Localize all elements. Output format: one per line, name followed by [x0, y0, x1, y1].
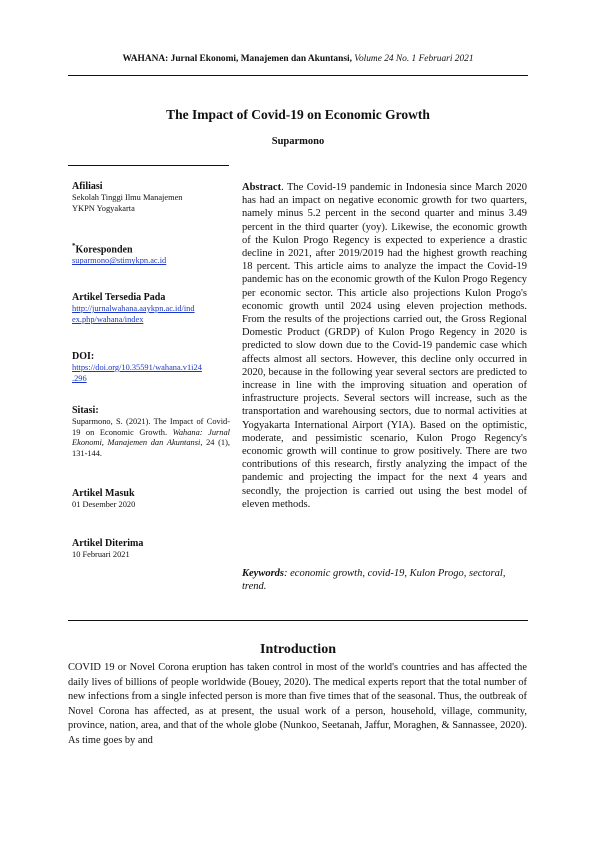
keywords: Keywords: economic growth, covid-19, Kulon Progo, sectoral, trend. [242, 568, 506, 593]
citation-journal: Wahana: Jurnal Ekonomi, Manajemen dan Akuntansi [72, 427, 230, 447]
availability-block [72, 292, 230, 325]
received-label: Artikel Masuk [72, 488, 135, 499]
accepted-date: 10 Februari 2021 [72, 550, 130, 559]
abstract-label: Abstract [242, 182, 282, 193]
citation-text: Suparmono, S. (2021). The Impact of Covid-19 on Economic Growth. Wahana: Jurnal Ekonomi, Manajemen dan Akuntansi, 24 (1), 131-144. [72, 417, 230, 458]
affiliation-label: Afiliasi [72, 181, 103, 192]
sidebar-rule [68, 165, 229, 166]
keywords-label: Keywords [242, 568, 284, 579]
corresponding-email-link[interactable]: suparmono@stimykpn.ac.id [72, 256, 167, 266]
citation-block [72, 405, 230, 459]
accepted-label: Artikel Diterima [72, 538, 144, 549]
availability-label: Artikel Tersedia Pada [72, 292, 166, 303]
doi-link[interactable]: https://doi.org/10.35591/wahana.v1i24 .296 [72, 363, 202, 383]
article-title: The Impact of Covid-19 on Economic Growth [166, 107, 430, 122]
doi-block [72, 351, 230, 384]
corresponding-mark: * [72, 242, 76, 250]
journal-name: WAHANA: Jurnal Ekonomi, Manajemen dan Akuntansi, [122, 54, 352, 64]
doi-label: DOI: [72, 351, 95, 362]
abstract-text: Abstract. The Covid-19 pandemic in Indonesia since March 2020 has had an impact on negative economic growth for two quarters, namely minus 5.2 percent in the second quarter and minus 3.49 percent in the third quarter (yoy). Likewise, the economic growth of the Kulon Progo Regency is expected to experience a drastic decline in 2021, after 2019/2019 had the highest growth reaching 18 percent. This article aims to analyze the impact the Covid-19 pandemic has on the economic growth of the Kulon Progo Regency per economic sector. This article also projections Kulon Progo's economic growth until 2024 using eleven projection methods. From the results of the projections carried out, the Gross Regional Domestic Product (GRDP) of Kulon Progo Regency in 2020 is predicted to slow down due to the Covid-19 pandemic case which affects almost all sectors. However, this decline only occurred in 2020, because in the following year several sectors are predicted to increase in line with the improving situation and operation of infrastructure projects. Several sectors will increase, such as the transportation and warehousing sectors, due to normal activities at Yogyakarta International Airport (YIA). Based on the optimistic, moderate, and pessimistic scenario, Kulon Progo Regency's economic growth will continue to grow positively. There are two contributions of this research, firstly analyzing the impact of the pandemic and projecting the impact for the next 4 years and secondly, the projection is carried out using the best model of eleven methods. [242, 182, 527, 510]
section-rule [68, 620, 528, 621]
citation-label: Sitasi: [72, 405, 99, 416]
article-author: Suparmono [271, 136, 325, 147]
accepted-block [72, 538, 230, 561]
corresponding-block [72, 240, 230, 267]
journal-header [68, 54, 528, 64]
affiliation-block [72, 181, 230, 214]
received-date: 01 Desember 2020 [72, 500, 136, 509]
journal-issue: Volume 24 No. 1 Februari 2021 [354, 54, 474, 64]
affiliation-line: Sekolah Tinggi Ilmu Manajemen [72, 193, 183, 202]
introduction-body: COVID 19 or Novel Corona eruption has taken control in most of the world's countries and has affected the daily lives of billions of people worldwide (Bouey, 2020). The medical experts report that the total number of new infections from a single infected person is more than five times that of the seasonal. Thus, the outbreak of Novel Corona has affected, as at present, the usual work of a person, household, village, community, province, nation, area, and that of the whole globe (Nunkoo, Seetanah, Jaffur, Moraghen, & Sannassee, 2020). As time goes by and [68, 662, 527, 746]
affiliation-line: YKPN Yogyakarta [72, 203, 135, 213]
header-rule [68, 75, 528, 76]
received-block [72, 488, 230, 511]
introduction-heading: Introduction [260, 642, 336, 657]
corresponding-label: *Koresponden [72, 242, 133, 256]
journal-url-link[interactable]: http://jurnalwahana.aaykpn.ac.id/ind ex.php/wahana/index [72, 304, 195, 324]
